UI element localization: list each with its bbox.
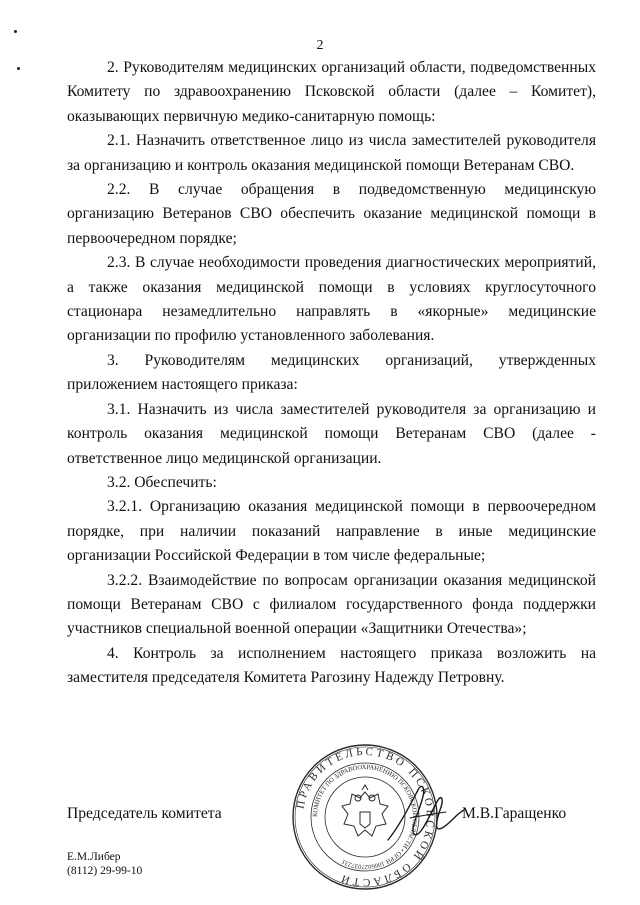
signatory-title: Председатель комитета xyxy=(67,805,222,822)
executor-info xyxy=(67,850,142,878)
paragraph-2-1: 2.1. Назначить ответственное лицо из числа заместителей руководителя за организацию и контроль оказания медицинской помощи Ветеранам СВО. xyxy=(67,132,596,174)
document-body xyxy=(67,56,596,691)
executor-phone: (8112) 29-99-10 xyxy=(67,865,143,877)
signatory-name: М.В.Гаращенко xyxy=(462,805,567,822)
paragraph-2-3: 2.3. В случае необходимости проведения диагностических мероприятий, а также оказания медицинской помощи в условиях круглосуточного стационара незамедлительно направлять в «якорные» медицинские организации по профилю установленного заболевания. xyxy=(67,254,596,345)
handwritten-signature xyxy=(380,770,470,860)
executor-name: Е.М.Либер xyxy=(67,851,121,863)
margin-dot xyxy=(14,30,17,33)
page-number: 2 xyxy=(316,38,324,53)
paragraph-2-2: 2.2. В случае обращения в подведомственную медицинскую организацию Ветеранов СВО обеспечить оказание медицинской помощи в первоочередном порядке; xyxy=(67,181,596,247)
paragraph-2: 2. Руководителям медицинских организаций области, подведомственных Комитету по здравоохранению Псковской области (далее – Комитет), оказывающих первичную медико-санитарную помощь: xyxy=(67,59,596,125)
paragraph-4: 4. Контроль за исполнением настоящего приказа возложить на заместителя председателя Комитета Рагозину Надежду Петровну. xyxy=(67,644,596,687)
paragraph-3-1: 3.1. Назначить из числа заместителей руководителя за организацию и контроль оказания медицинской помощи Ветеранам СВО (далее - ответственное лицо медицинской организации. xyxy=(67,400,596,467)
paragraph-3-2-2: 3.2.2. Взаимодействие по вопросам организации оказания медицинской помощи Ветеранам СВО с филиалом государственного фонда поддержки участников специальной военной операции «Защитники Отечества»; xyxy=(67,571,596,638)
paragraph-3-2: 3.2. Обеспечить: xyxy=(107,473,217,491)
paragraph-3-2-1: 3.2.1. Организацию оказания медицинской помощи в первоочередном порядке, при наличии показаний направление в иные медицинские организации Российской Федерации в том числе федеральные; xyxy=(67,498,596,565)
paragraph-3: 3. Руководителям медицинских организаций, утвержденных приложением настоящего приказа: xyxy=(67,351,596,394)
margin-dot xyxy=(17,67,20,70)
seal-inner-text: КОМИТЕТ ПО ЗДРАВООХРАНЕНИЮ ПСКОВСКОЙ ОБЛАСТИ • ОГРН 1066027037231 xyxy=(311,763,419,871)
seal-outer-text: ПРАВИТЕЛЬСТВО ПСКОВСКОЙ ОБЛАСТИ xyxy=(294,745,437,889)
